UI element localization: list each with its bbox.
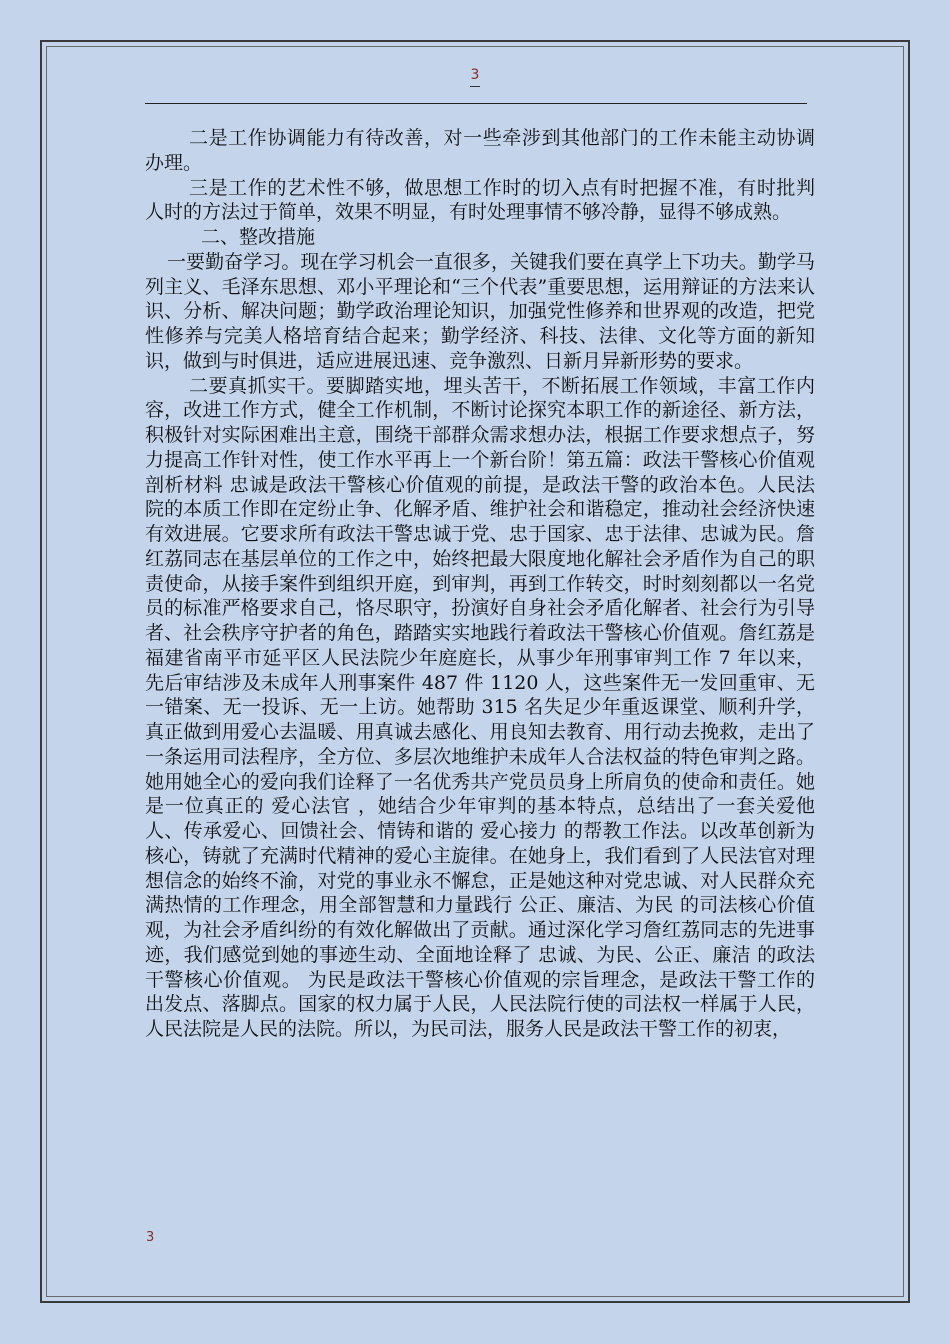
footer-page-number: 3 <box>146 1230 155 1245</box>
paragraph-study: 一要勤奋学习。现在学习机会一直很多，关键我们要在真学上下功夫。勤学马列主义、毛泽东思想、邓小平理论和“三个代表”重要思想，运用辩证的方法来认识、分析、解决问题；勤学政治理论知识，加强党性修养和世界观的改造，把党性修养与完美人格培育结合起来；勤学经济、科技、法律、文化等方面的新知识，做到与时俱进，适应进展迅速、竞争激烈、日新月异新形势的要求。 <box>145 250 815 372</box>
header-page-number: 3 <box>470 67 480 83</box>
document-body <box>145 126 815 1042</box>
paragraph-coordination: 二是工作协调能力有待改善，对一些牵涉到其他部门的工作未能主动协调办理。 <box>145 127 815 174</box>
paragraph-artistry: 三是工作的艺术性不够，做思想工作时的切入点有时把握不准，有时批判人时的方法过于简单，效果不明显，有时处理事情不够冷静，显得不够成熟。 <box>145 176 815 224</box>
paragraph-hard-work: 二要真抓实干。要脚踏实地，埋头苦干，不断拓展工作领域，丰富工作内容，改进工作方式，健全工作机制，不断讨论探究本职工作的新途径、新方法，积极针对实际困难出主意，围绕干部群众需求想办法，根据工作要求想点子，努力提高工作针对性，使工作水平再上一个新台阶！第五篇：政法干警核心价值观剖析材料 忠诚是政法干警核心价值观的前提，是政法干警的政治本色。人民法院的本质工作即在定纷止争、化解矛盾、维护社会和谐稳定，推动社会经济快速有效进展。它要求所有政法干警忠诚于党、忠于国家、忠于法律、忠诚为民。詹红荔同志在基层单位的工作之中，始终把最大限度地化解社会矛盾作为自己的职责使命，从接手案件到组织开庭，到审判，再到工作转交，时时刻刻都以一名党员的标准严格要求自己，恪尽职守，扮演好自身社会矛盾化解者、社会行为引导者、社会秩序守护者的角色，踏踏实实地践行着政法干警核心价值观。詹红荔是福建省南平市延平区人民法院少年庭庭长，从事少年刑事审判工作 7 年以来，先后审结涉及未成年人刑事案件 487 件 1120 人，这些案件无一发回重审、无一错案、无一投诉、无一上访。她帮助 315 名失足少年重返课堂、顺利升学，真正做到用爱心去温暖、用真诚去感化、用良知去教育、用行动去挽救，走出了一条运用司法程序，全方位、多层次地维护未成年人合法权益的特色审判之路。她用她全心的爱向我们诠释了一名优秀共产党员员身上所肩负的使命和责任。她是一位真正的 爱心法官 ，她结合少年审判的基本特点，总结出了一套关爱他人、传承爱心、回馈社会、情铸和谐的 爱心接力 的帮教工作法。以改革创新为核心，铸就了充满时代精神的爱心主旋律。在她身上，我们看到了人民法官对理想信念的始终不渝，对党的事业永不懈怠，正是她这种对党忠诚、对人民群众充满热情的工作理念，用全部智慧和力量践行 公正、廉洁、为民 的司法核心价值观，为社会矛盾纠纷的有效化解做出了贡献。通过深化学习詹红荔同志的先进事迹，我们感觉到她的事迹生动、全面地诠释了 忠诚、为民、公正、廉洁 的政法干警核心价值观。 为民是政法干警核心价值观的宗旨理念，是政法干警工作的出发点、落脚点。国家的权力属于人民，人民法院行使的司法权一样属于人民，人民法院是人民的法院。所以，为民司法，服务人民是政法干警工作的初衷， <box>145 374 815 1040</box>
section-heading-rectification: 二、整改措施 <box>201 226 316 248</box>
header-divider-line <box>145 103 807 104</box>
header-page-number-underline <box>470 86 480 87</box>
